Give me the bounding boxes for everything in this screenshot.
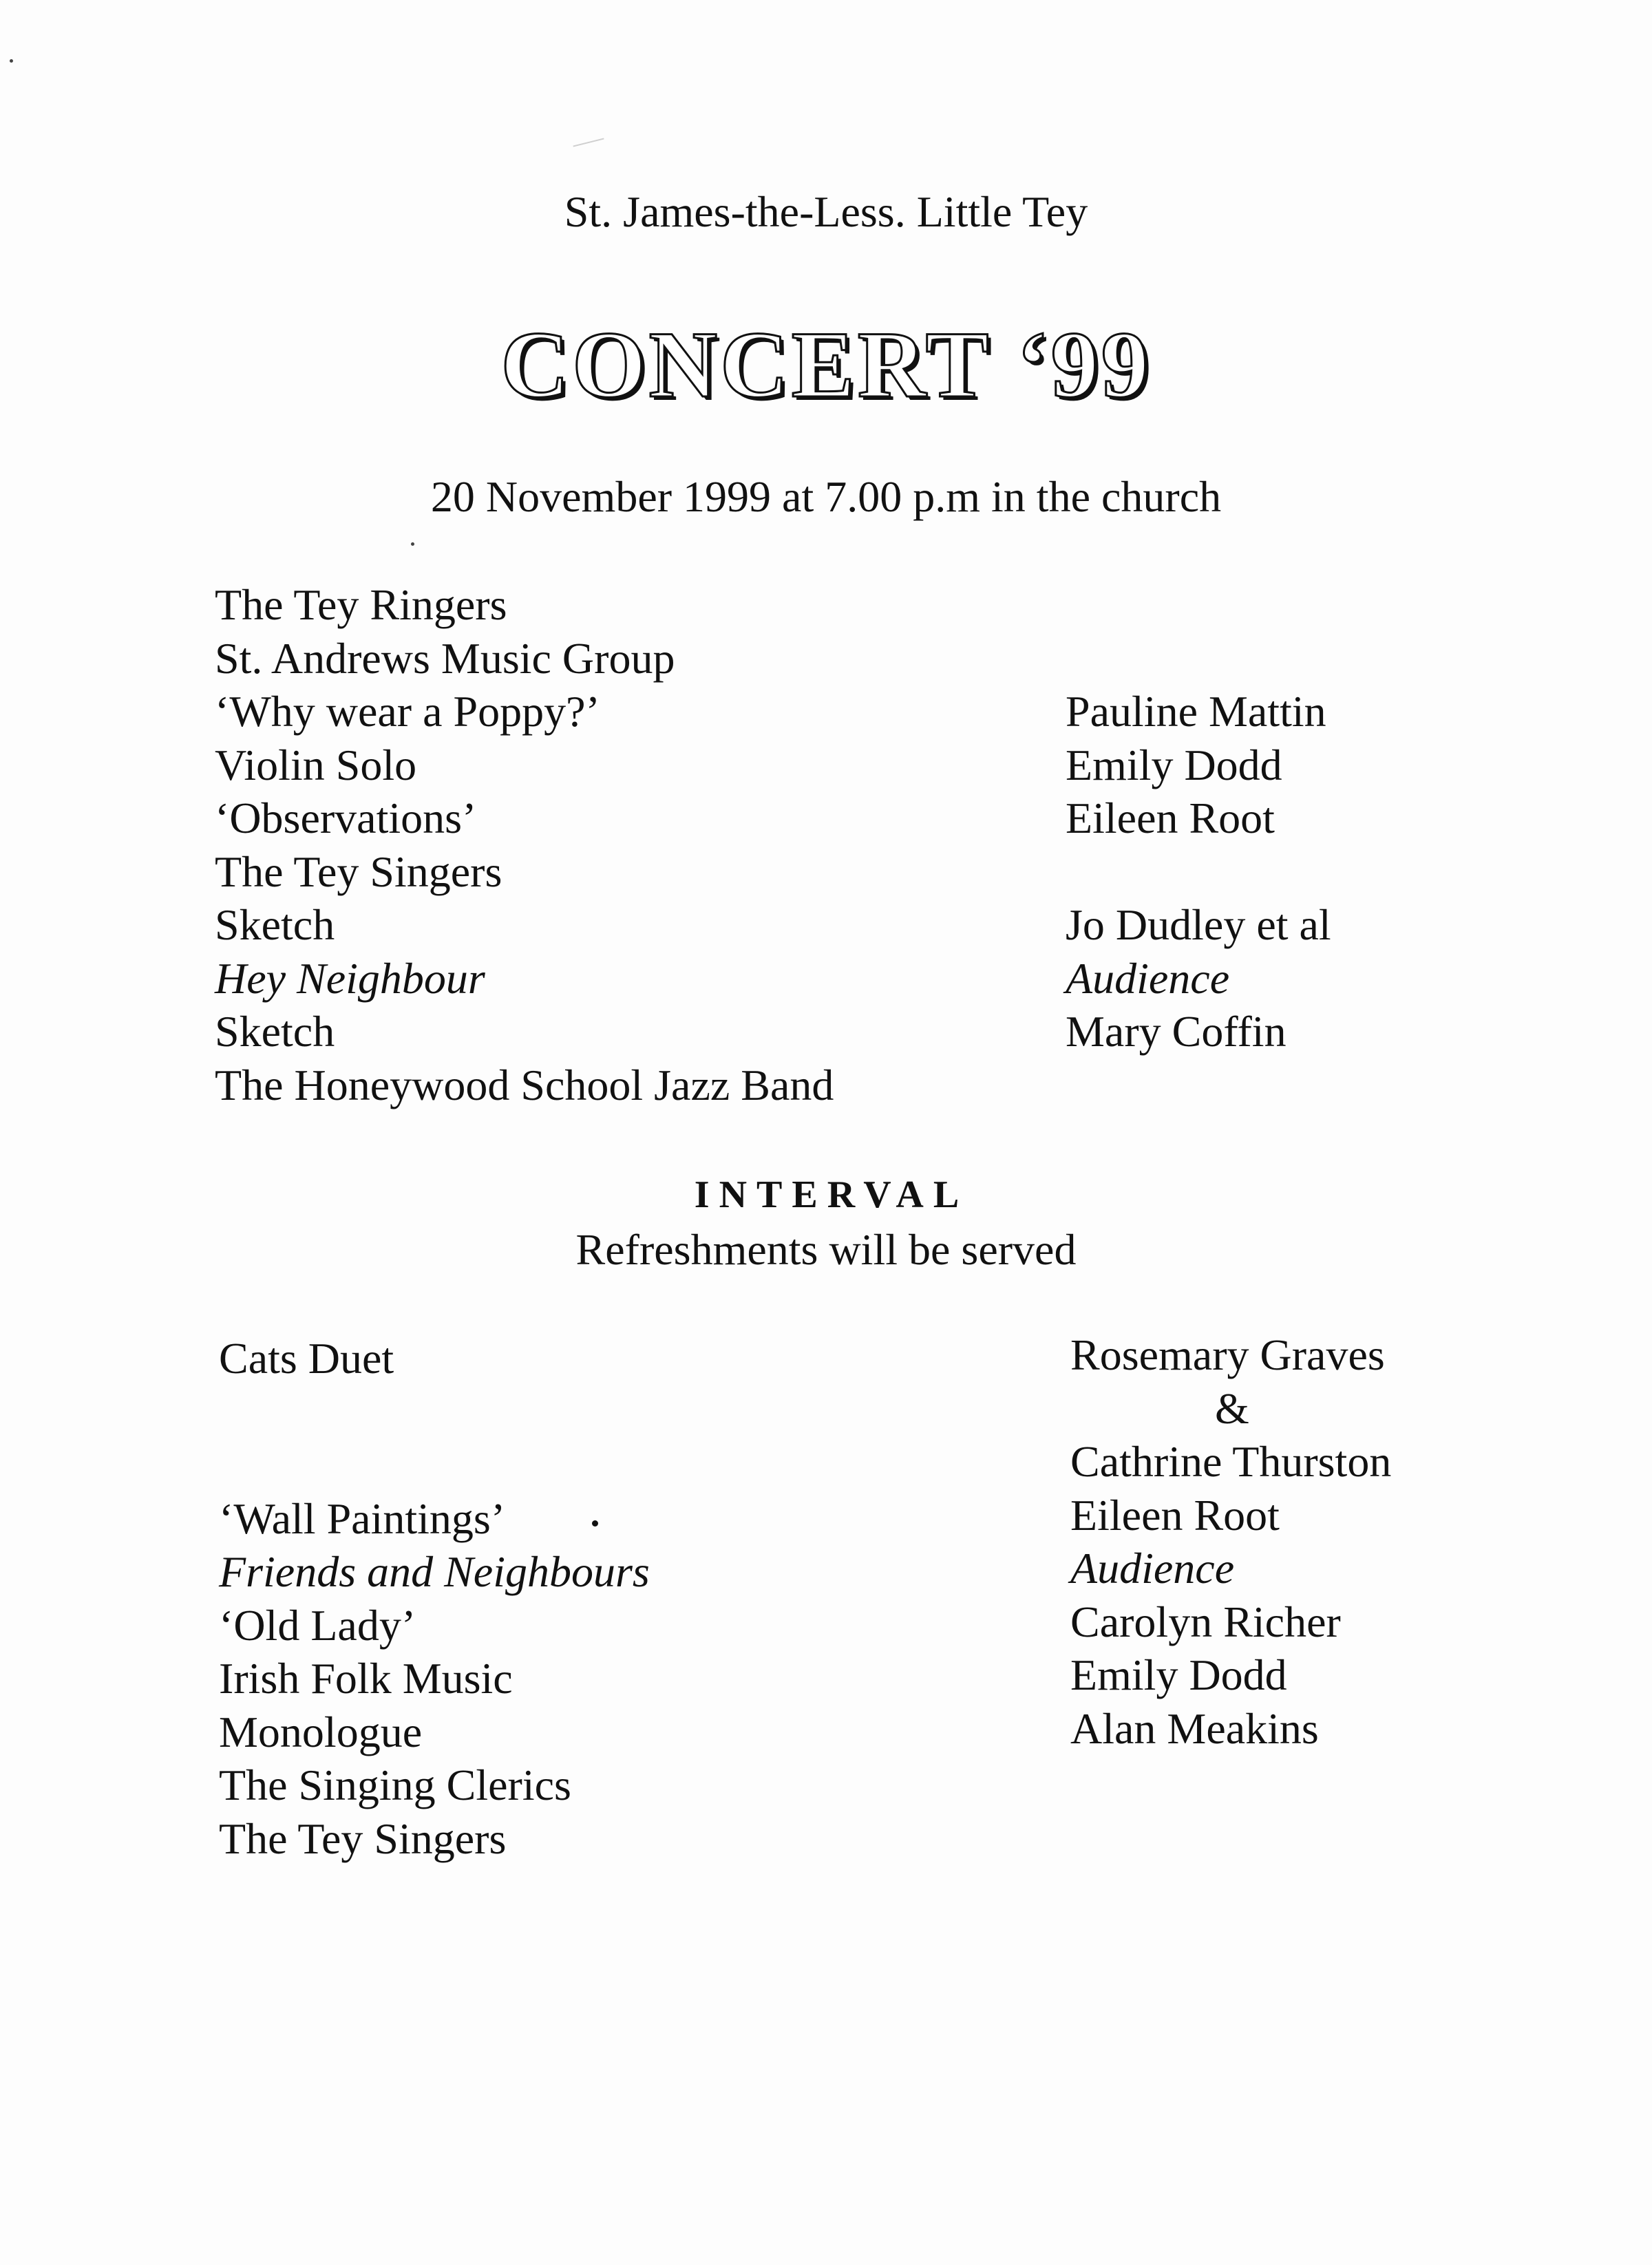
performer-item: Emily Dodd — [1070, 1650, 1287, 1699]
act-item: The Honeywood School Jazz Band — [215, 1060, 834, 1109]
act-item: Sketch — [215, 900, 335, 949]
concert-title: CONCERT ‘99 — [500, 312, 1152, 417]
paper-speck — [10, 59, 13, 63]
act-item: St. Andrews Music Group — [215, 633, 675, 683]
part1-acts-list — [215, 578, 834, 1112]
act-item: The Tey Singers — [215, 847, 502, 896]
refreshments-note: Refreshments will be served — [575, 1225, 1077, 1274]
act-item: ‘Observations’ — [215, 794, 477, 842]
act-item: Friends and Neighbours — [219, 1547, 650, 1596]
act-item: The Tey Ringers — [215, 580, 507, 629]
act-item: ‘Old Lady’ — [219, 1600, 416, 1650]
act-item: Cats Duet — [219, 1334, 394, 1383]
performer-item: Audience — [1066, 953, 1230, 1003]
paper-mark — [573, 138, 604, 147]
stray-dot — [592, 1520, 598, 1527]
act-item: Monologue — [219, 1707, 423, 1756]
performer-item: Eileen Root — [1070, 1490, 1280, 1540]
act-spacer — [219, 1385, 650, 1439]
performer-spacer — [1066, 845, 1331, 899]
act-spacer — [219, 1438, 650, 1492]
paper-speck — [411, 542, 414, 546]
venue-line: St. James-the-Less. Little Tey — [564, 187, 1088, 236]
act-item: ‘Why wear a Poppy?’ — [215, 687, 600, 736]
part2-performers-list — [1070, 1328, 1391, 1755]
part2-acts-list — [219, 1332, 650, 1865]
act-item: ‘Wall Paintings’ — [219, 1493, 506, 1543]
performer-item: Emily Dodd — [1066, 740, 1282, 789]
performer-item: Eileen Root — [1066, 794, 1275, 842]
performer-item: Pauline Mattin — [1066, 687, 1326, 736]
performer-item: Carolyn Richer — [1070, 1597, 1341, 1646]
performer-ampersand: & — [1215, 1383, 1249, 1433]
part1-performers-list — [1066, 685, 1331, 1059]
act-item: The Singing Clerics — [219, 1761, 571, 1809]
performer-item: Rosemary Graves — [1070, 1330, 1385, 1379]
interval-heading: INTERVAL — [694, 1173, 969, 1216]
act-item: Violin Solo — [215, 740, 417, 789]
act-item: Sketch — [215, 1007, 335, 1056]
act-item: Irish Folk Music — [219, 1654, 513, 1703]
performer-item: Jo Dudley et al — [1066, 900, 1331, 949]
act-item: Hey Neighbour — [215, 953, 485, 1003]
performer-item: Alan Meakins — [1070, 1703, 1319, 1753]
performer-item: Cathrine Thurston — [1070, 1437, 1392, 1486]
performer-item: Mary Coffin — [1066, 1007, 1286, 1056]
date-line: 20 November 1999 at 7.00 p.m in the church — [430, 472, 1222, 521]
performer-item: Audience — [1070, 1544, 1235, 1593]
act-item: The Tey Singers — [219, 1814, 507, 1863]
